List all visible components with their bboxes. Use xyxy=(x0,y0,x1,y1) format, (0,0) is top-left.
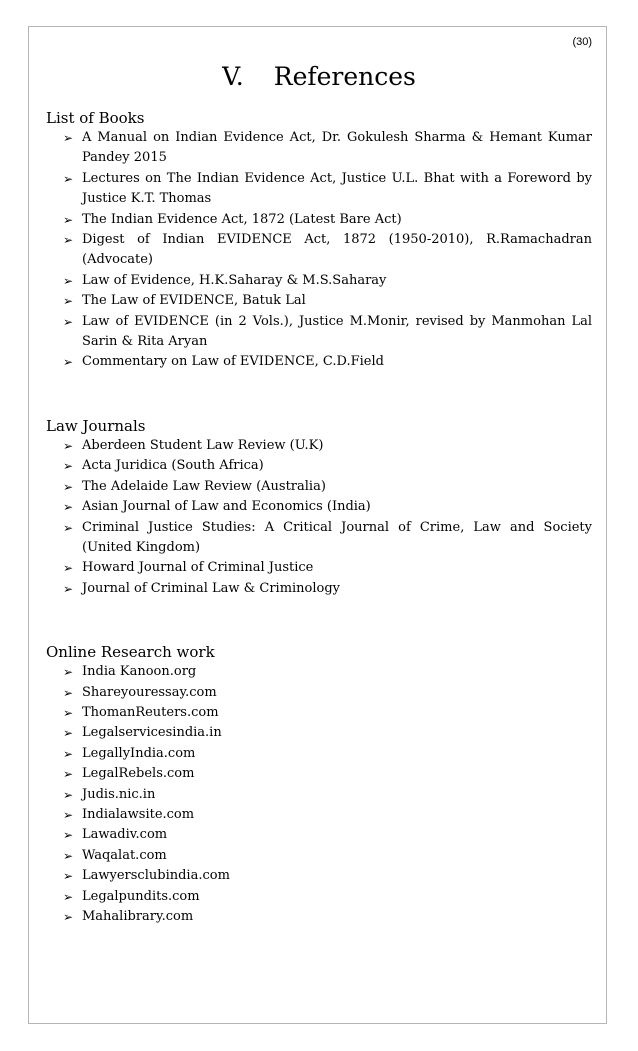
section-heading-online: Online Research work xyxy=(46,643,215,662)
arrow-bullet-icon: ➢ xyxy=(63,726,74,741)
arrow-bullet-icon: ➢ xyxy=(63,131,74,145)
list-item-text: The Law of EVIDENCE, Batuk Lal xyxy=(82,293,306,309)
list-item-text: Commentary on Law of EVIDENCE, C.D.Field xyxy=(82,354,384,370)
list-item xyxy=(46,907,592,927)
list-item xyxy=(46,271,592,291)
arrow-bullet-icon: ➢ xyxy=(63,294,74,309)
list-item-text: Asian Journal of Law and Economics (India) xyxy=(82,499,371,515)
list-item xyxy=(46,436,592,456)
list-item-text: Mahalibrary.com xyxy=(82,909,194,924)
document-body xyxy=(46,108,592,927)
list-item xyxy=(46,662,592,682)
section-heading-journals: Law Journals xyxy=(46,416,146,435)
list-item-text: Acta Juridica (South Africa) xyxy=(82,458,264,474)
list-item-text: A Manual on Indian Evidence Act, Dr. Gokulesh Sharma & Hemant Kumar Pandey 2015 xyxy=(82,130,592,166)
list-item-text: Journal of Criminal Law & Criminology xyxy=(82,580,341,596)
title-text: References xyxy=(273,62,416,91)
list-item xyxy=(46,497,592,517)
list-item xyxy=(46,887,592,907)
arrow-bullet-icon: ➢ xyxy=(63,561,74,576)
list-item-text: Shareyouressay.com xyxy=(82,684,217,700)
arrow-bullet-icon: ➢ xyxy=(63,685,74,700)
list-item xyxy=(46,579,592,599)
list-item-text: Digest of Indian EVIDENCE Act, 1872 (1950-2010), R.Ramachadran (Advocate) xyxy=(82,232,592,268)
arrow-bullet-icon: ➢ xyxy=(63,705,74,720)
list-item xyxy=(46,210,592,230)
list-item xyxy=(46,291,592,311)
arrow-bullet-icon: ➢ xyxy=(63,581,74,596)
list-item xyxy=(46,683,592,703)
list-item xyxy=(46,518,592,559)
list-item-text: The Adelaide Law Review (Australia) xyxy=(82,478,326,494)
list-item xyxy=(46,169,592,210)
section-journals xyxy=(46,416,592,599)
list-item xyxy=(46,128,592,169)
arrow-bullet-icon: ➢ xyxy=(63,314,74,329)
list-item xyxy=(46,764,592,784)
arrow-bullet-icon: ➢ xyxy=(63,746,74,761)
books-list xyxy=(46,128,592,373)
arrow-bullet-icon: ➢ xyxy=(63,787,74,802)
section-spacer xyxy=(46,599,592,642)
arrow-bullet-icon: ➢ xyxy=(63,869,74,884)
list-item xyxy=(46,744,592,764)
list-item xyxy=(46,456,592,476)
arrow-bullet-icon: ➢ xyxy=(63,273,74,288)
list-item-text: Legalservicesindia.in xyxy=(82,725,222,741)
arrow-bullet-icon: ➢ xyxy=(63,665,74,680)
list-item-text: Criminal Justice Studies: A Critical Journal of Crime, Law and Society (United Kingdom) xyxy=(82,519,592,555)
arrow-bullet-icon: ➢ xyxy=(63,889,74,904)
list-item-text: ThomanReuters.com xyxy=(82,704,219,720)
arrow-bullet-icon: ➢ xyxy=(63,459,74,474)
list-item xyxy=(46,866,592,886)
page-title xyxy=(0,62,638,92)
arrow-bullet-icon: ➢ xyxy=(63,848,74,863)
list-item-text: The Indian Evidence Act, 1872 (Latest Bare Act) xyxy=(82,211,402,227)
list-item-text: India Kanoon.org xyxy=(82,664,197,680)
section-spacer xyxy=(46,373,592,416)
list-item-text: Lectures on The Indian Evidence Act, Justice U.L. Bhat with a Foreword by Justice K.T. Thomas xyxy=(82,170,592,207)
section-books xyxy=(46,108,592,373)
online-list xyxy=(46,662,592,927)
arrow-bullet-icon: ➢ xyxy=(63,355,74,370)
list-item xyxy=(46,785,592,805)
page-number: (30) xyxy=(572,36,592,48)
section-number: V. xyxy=(222,62,244,91)
arrow-bullet-icon: ➢ xyxy=(63,171,74,186)
arrow-bullet-icon: ➢ xyxy=(63,520,74,535)
journals-list xyxy=(46,436,592,599)
arrow-bullet-icon: ➢ xyxy=(63,767,74,782)
list-item-text: Indialawsite.com xyxy=(82,806,195,822)
list-item xyxy=(46,805,592,825)
list-item xyxy=(46,477,592,497)
list-item xyxy=(46,703,592,723)
list-item-text: Law of Evidence, H.K.Saharay & M.S.Saharay xyxy=(82,272,387,288)
arrow-bullet-icon: ➢ xyxy=(63,479,74,494)
list-item-text: Legalpundits.com xyxy=(82,888,200,904)
arrow-bullet-icon: ➢ xyxy=(63,910,74,924)
list-item-text: Law of EVIDENCE (in 2 Vols.), Justice M.Monir, revised by Manmohan Lal Sarin & Rita Aryan xyxy=(82,313,592,350)
section-online xyxy=(46,642,592,927)
arrow-bullet-icon: ➢ xyxy=(63,233,74,248)
list-item-text: LegallyIndia.com xyxy=(82,745,196,761)
list-item-text: Lawyersclubindia.com xyxy=(82,868,230,884)
list-item xyxy=(46,558,592,578)
list-item xyxy=(46,723,592,743)
arrow-bullet-icon: ➢ xyxy=(63,807,74,822)
list-item-text: Judis.nic.in xyxy=(82,786,156,802)
arrow-bullet-icon: ➢ xyxy=(63,500,74,515)
list-item xyxy=(46,352,592,372)
list-item xyxy=(46,846,592,866)
list-item xyxy=(46,312,592,353)
list-item xyxy=(46,825,592,845)
arrow-bullet-icon: ➢ xyxy=(63,438,74,453)
list-item-text: LegalRebels.com xyxy=(82,766,195,782)
arrow-bullet-icon: ➢ xyxy=(63,212,74,227)
list-item-text: Waqalat.com xyxy=(82,847,167,863)
arrow-bullet-icon: ➢ xyxy=(63,828,74,843)
list-item-text: Howard Journal of Criminal Justice xyxy=(82,560,314,576)
list-item-text: Lawadiv.com xyxy=(82,827,168,843)
list-item-text: Aberdeen Student Law Review (U.K) xyxy=(82,437,324,453)
list-item xyxy=(46,230,592,271)
section-heading-books: List of Books xyxy=(46,109,145,127)
